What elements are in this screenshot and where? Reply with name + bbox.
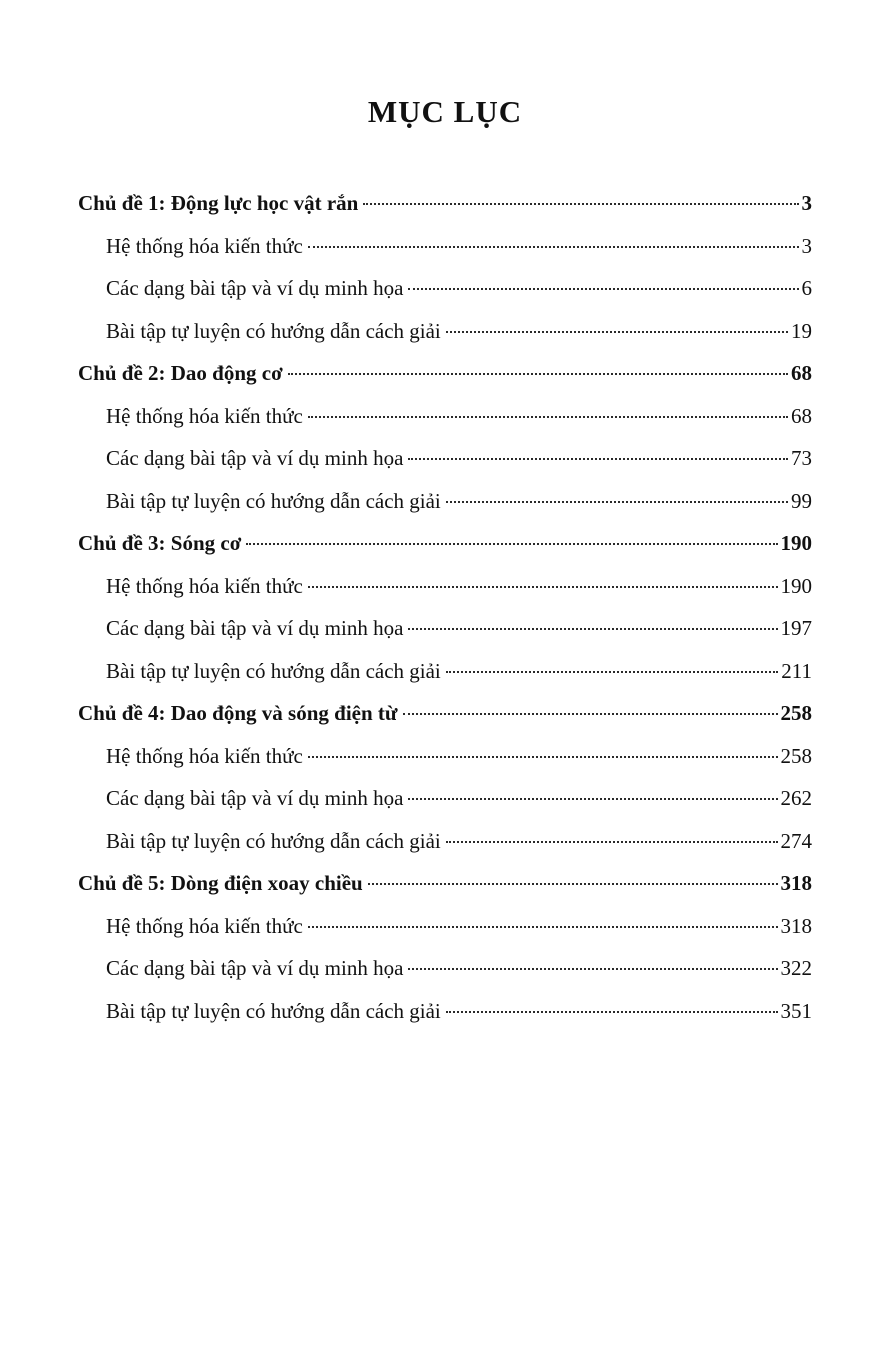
toc-entry-title: Các dạng bài tập và ví dụ minh họa bbox=[106, 446, 404, 470]
toc-item-row bbox=[78, 735, 812, 778]
dot-leader bbox=[408, 798, 777, 800]
toc-item-row bbox=[78, 267, 812, 310]
toc-entry-page: 197 bbox=[780, 616, 812, 640]
dot-leader bbox=[408, 628, 777, 630]
toc-entry-page: 190 bbox=[780, 573, 812, 598]
toc-entry-page: 318 bbox=[780, 913, 812, 938]
toc-chapter-row bbox=[78, 522, 812, 565]
dot-leader bbox=[308, 246, 799, 248]
toc-entry-page: 274 bbox=[780, 828, 812, 853]
toc-entry-title: Chủ đề 5: Dòng điện xoay chiều bbox=[78, 871, 363, 895]
toc-item-row bbox=[78, 225, 812, 268]
toc-entry-title: Hệ thống hóa kiến thức bbox=[106, 743, 303, 768]
toc-entry-page: 73 bbox=[791, 446, 812, 470]
toc-item-row bbox=[78, 310, 812, 353]
toc-item-row bbox=[78, 395, 812, 438]
toc-entry-title: Bài tập tự luyện có hướng dẫn cách giải bbox=[106, 828, 441, 853]
toc-item-row bbox=[78, 820, 812, 863]
toc-entry-title: Các dạng bài tập và ví dụ minh họa bbox=[106, 276, 404, 300]
toc-entry-page: 19 bbox=[791, 318, 812, 343]
toc-entry-page: 262 bbox=[780, 786, 812, 810]
toc-entry-page: 258 bbox=[780, 743, 812, 768]
toc-entry-title: Chủ đề 1: Động lực học vật rắn bbox=[78, 191, 359, 215]
toc-entry-title: Các dạng bài tập và ví dụ minh họa bbox=[106, 786, 404, 810]
toc-entry-page: 68 bbox=[791, 403, 812, 428]
toc-entry-title: Các dạng bài tập và ví dụ minh họa bbox=[106, 956, 404, 980]
dot-leader bbox=[408, 458, 788, 460]
toc-item-row bbox=[78, 905, 812, 948]
page-title: MỤC LỤC bbox=[367, 94, 523, 129]
toc-item-row bbox=[78, 607, 812, 650]
dot-leader bbox=[246, 543, 777, 545]
toc-entry-page: 68 bbox=[791, 361, 812, 385]
dot-leader bbox=[403, 713, 778, 715]
toc-entry-page: 322 bbox=[780, 956, 812, 980]
dot-leader bbox=[368, 883, 778, 885]
toc-entry-page: 318 bbox=[780, 871, 812, 895]
dot-leader bbox=[363, 203, 798, 205]
dot-leader bbox=[408, 968, 777, 970]
dot-leader bbox=[308, 586, 778, 588]
toc-item-row bbox=[78, 480, 812, 523]
toc-chapter-row bbox=[78, 862, 812, 905]
toc-entry-page: 6 bbox=[801, 276, 812, 300]
toc-item-row bbox=[78, 565, 812, 608]
toc-item-row bbox=[78, 650, 812, 693]
toc-chapter-row bbox=[78, 692, 812, 735]
toc-item-row bbox=[78, 437, 812, 480]
toc-item-row bbox=[78, 777, 812, 820]
toc-entry-title: Hệ thống hóa kiến thức bbox=[106, 573, 303, 598]
dot-leader bbox=[446, 331, 788, 333]
toc-entry-page: 99 bbox=[791, 488, 812, 513]
toc-entry-page: 190 bbox=[780, 531, 812, 555]
toc-entry-title: Bài tập tự luyện có hướng dẫn cách giải bbox=[106, 488, 441, 513]
toc-entry-title: Bài tập tự luyện có hướng dẫn cách giải bbox=[106, 318, 441, 343]
toc-chapter-row bbox=[78, 352, 812, 395]
toc-entry-title: Hệ thống hóa kiến thức bbox=[106, 403, 303, 428]
dot-leader bbox=[308, 416, 788, 418]
dot-leader bbox=[446, 671, 778, 673]
toc-entry-title: Bài tập tự luyện có hướng dẫn cách giải bbox=[106, 658, 441, 683]
toc-item-row bbox=[78, 990, 812, 1033]
toc-entry-title: Bài tập tự luyện có hướng dẫn cách giải bbox=[106, 998, 441, 1023]
toc-entry-page: 258 bbox=[780, 701, 812, 725]
dot-leader bbox=[446, 1011, 778, 1013]
dot-leader bbox=[308, 756, 778, 758]
toc-entry-title: Hệ thống hóa kiến thức bbox=[106, 233, 303, 258]
toc-entry-title: Các dạng bài tập và ví dụ minh họa bbox=[106, 616, 404, 640]
dot-leader bbox=[446, 501, 788, 503]
toc-item-row bbox=[78, 947, 812, 990]
dot-leader bbox=[446, 841, 778, 843]
toc-entry-title: Hệ thống hóa kiến thức bbox=[106, 913, 303, 938]
toc-entry-page: 3 bbox=[801, 191, 812, 215]
dot-leader bbox=[308, 926, 778, 928]
dot-leader bbox=[288, 373, 788, 375]
toc-entry-page: 351 bbox=[780, 998, 812, 1023]
toc-entry-title: Chủ đề 3: Sóng cơ bbox=[78, 531, 242, 555]
dot-leader bbox=[408, 288, 798, 290]
toc-entry-title: Chủ đề 2: Dao động cơ bbox=[78, 361, 283, 385]
toc-entry-page: 211 bbox=[781, 658, 812, 683]
toc-entry-title: Chủ đề 4: Dao động và sóng điện từ bbox=[78, 701, 398, 725]
table-of-contents bbox=[78, 182, 812, 1032]
toc-entry-page: 3 bbox=[801, 233, 812, 258]
toc-chapter-row bbox=[78, 182, 812, 225]
